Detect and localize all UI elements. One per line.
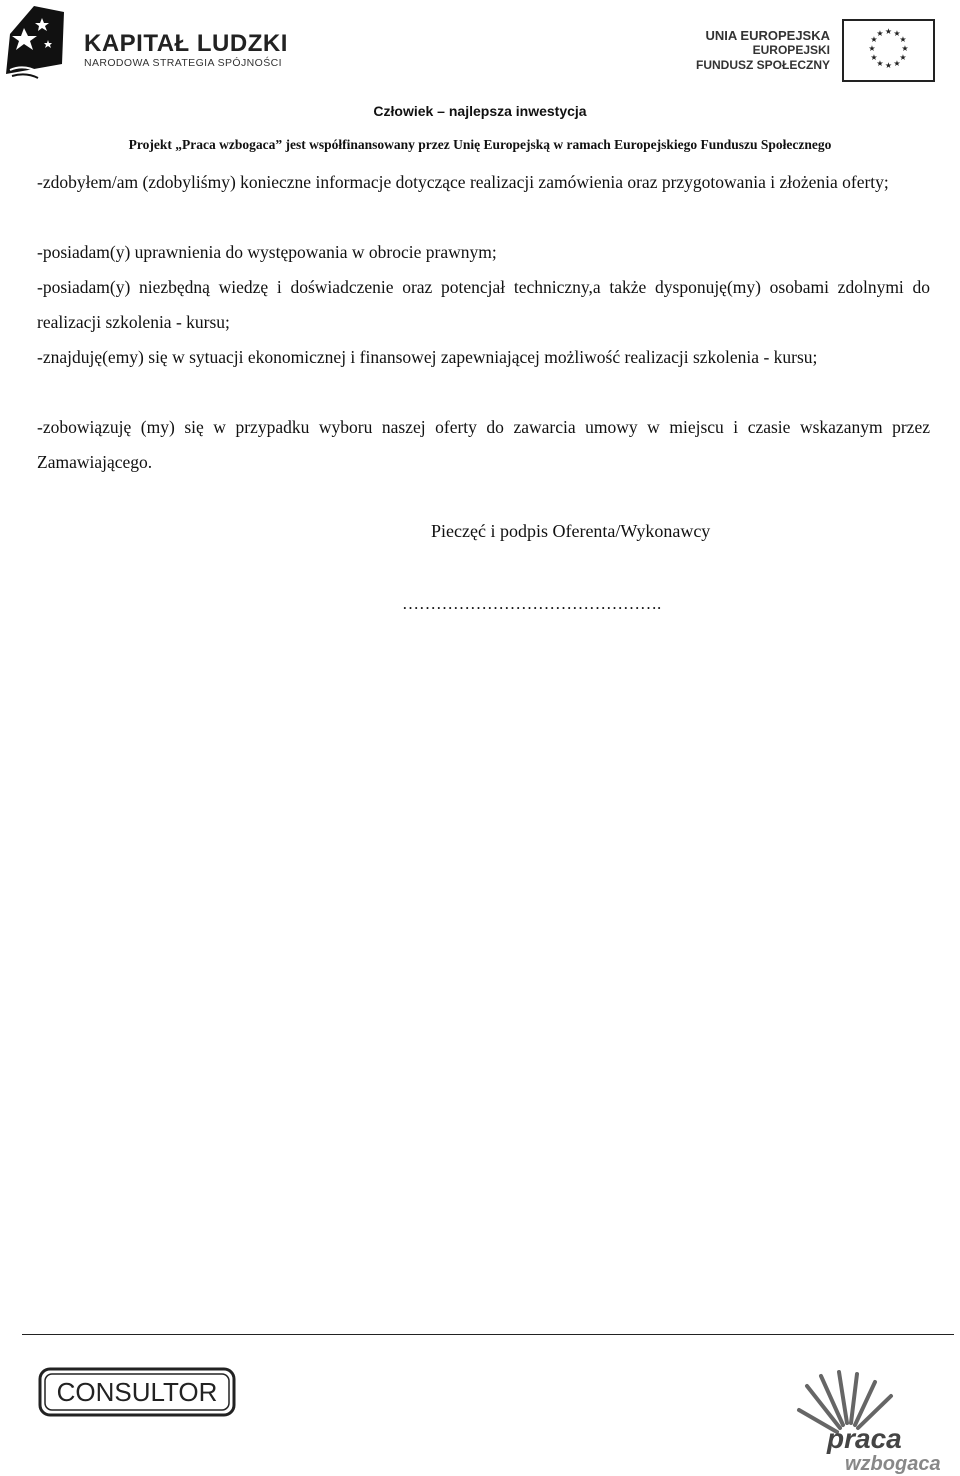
signature-label: Pieczęć i podpis Oferenta/Wykonawcy <box>431 521 711 541</box>
svg-text:★: ★ <box>899 53 907 62</box>
eu-line-3: FUNDUSZ SPOŁECZNY <box>695 58 830 72</box>
consultor-logo-text: CONSULTOR <box>56 1377 218 1407</box>
eu-flag-icon <box>842 19 935 82</box>
declaration-paragraph-3: -posiadam(y) niezbędną wiedzę i doświadczenie oraz potencjał techniczny,a także dysponuję(my) osobami zdolnymi do realizacji szkolenia - kursu; <box>37 277 930 332</box>
project-cofinancing-line: Projekt „Praca wzbogaca” jest współfinansowany przez Unię Europejską w ramach Europejskiego Funduszu Społecznego <box>128 137 832 152</box>
consultor-logo-icon <box>38 1367 236 1417</box>
svg-text:★: ★ <box>884 61 893 70</box>
signature-line: ………………………………………. <box>402 594 662 613</box>
wzbogaca-logo-text: wzbogaca <box>845 1453 941 1474</box>
motto: Człowiek – najlepsza inwestycja <box>373 103 587 119</box>
kapital-ludzki-title: KAPITAŁ LUDZKI <box>84 30 288 57</box>
svg-text:★: ★ <box>870 35 878 44</box>
kapital-ludzki-logo-icon <box>4 4 66 82</box>
praca-logo-text: praca <box>827 1423 902 1454</box>
eu-line-2: EUROPEJSKI <box>752 43 830 57</box>
svg-text:★: ★ <box>876 59 884 68</box>
svg-text:★: ★ <box>884 27 893 36</box>
declaration-paragraph-5: -zobowiązuję (my) się w przypadku wyboru naszej oferty do zawarcia umowy w miejscu i czasie wskazanym przez Zamawiającego. <box>37 417 930 472</box>
eu-fund-text <box>696 28 830 73</box>
svg-text:★: ★ <box>899 35 907 44</box>
declaration-paragraph-1: -zdobyłem/am (zdobyliśmy) konieczne informacje dotyczące realizacji zamówienia oraz przygotowania i złożenia oferty; <box>37 172 889 192</box>
svg-text:★: ★ <box>893 59 901 68</box>
footer-divider <box>22 1334 954 1335</box>
praca-wzbogaca-logo-icon <box>795 1368 957 1474</box>
svg-text:★: ★ <box>876 29 884 38</box>
declaration-paragraph-2: -posiadam(y) uprawnienia do występowania w obrocie prawnym; <box>37 242 497 262</box>
declaration-paragraph-4: -znajduję(emy) się w sytuacji ekonomicznej i finansowej zapewniającej możliwość realizacji szkolenia - kursu; <box>37 347 818 367</box>
svg-text:★: ★ <box>870 53 878 62</box>
eu-line-1: UNIA EUROPEJSKA <box>705 28 830 43</box>
svg-text:★: ★ <box>868 44 876 53</box>
svg-text:★: ★ <box>901 44 909 53</box>
svg-text:★: ★ <box>893 29 901 38</box>
kapital-ludzki-subtitle: NARODOWA STRATEGIA SPÓJNOŚCI <box>84 57 282 69</box>
